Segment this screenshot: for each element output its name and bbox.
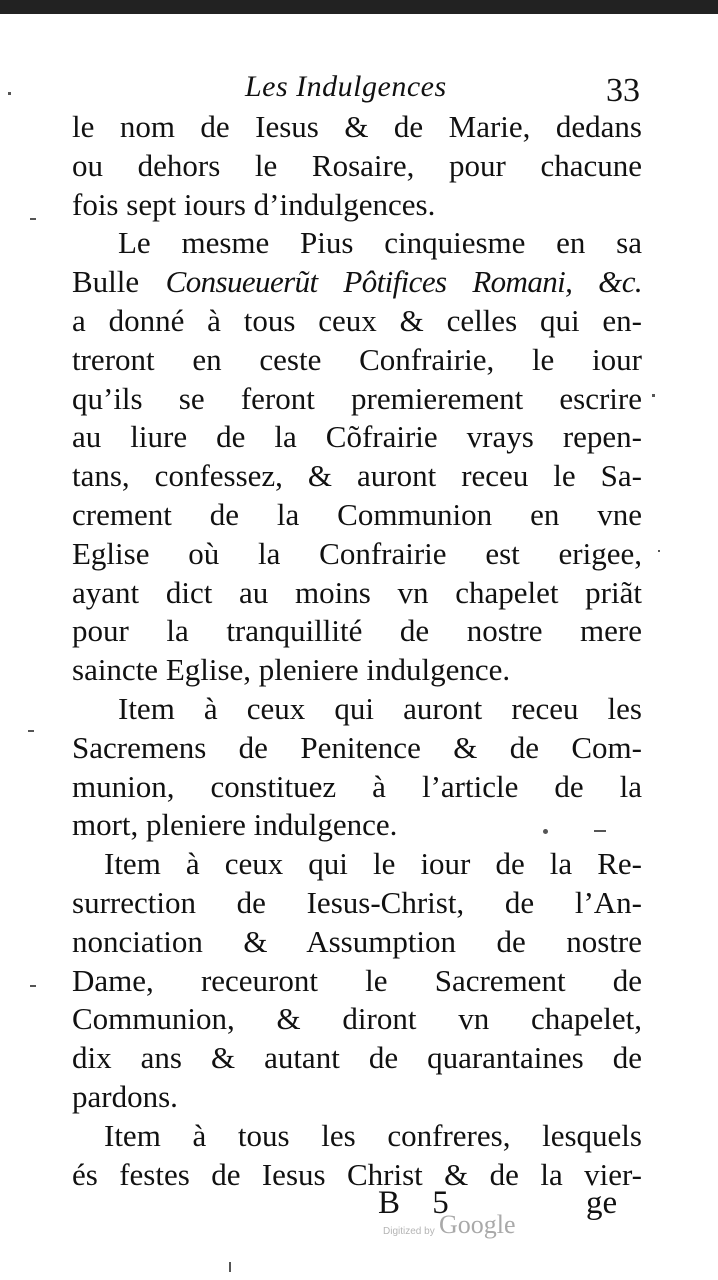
signature-mark: B 5 [378, 1185, 461, 1221]
body-text [72, 108, 642, 1194]
page-footer [0, 1185, 718, 1245]
ink-speck [658, 550, 660, 552]
text-line: crement de la Communion en vne [72, 496, 642, 532]
text-line: Eglise où la Confrairie est erigee, [72, 535, 642, 571]
text-line: tans, confessez, & auront receu le Sa- [72, 458, 642, 494]
paragraph-start-line: Item à ceux qui auront receu les [118, 690, 642, 726]
text-line: surrection de Iesus-Christ, de l’An- [72, 884, 642, 920]
ink-speck [652, 394, 655, 397]
text-line: qu’ils se feront premierement escrire [72, 380, 642, 416]
text-line: pour la tranquillité de nostre mere [72, 613, 642, 649]
text-line: a donné à tous ceux & celles qui en- [72, 302, 642, 338]
text-line: ayant dict au moins vn chapelet priãt [72, 574, 642, 610]
ink-speck [28, 730, 34, 732]
page-header [0, 70, 718, 110]
watermark-digitized-text: Digitized by [383, 1226, 435, 1237]
text-line: saincte Eglise, pleniere indulgence. [72, 652, 511, 688]
text-line: Sacremens de Penitence & de Com- [72, 729, 642, 765]
page-top-edge [0, 0, 718, 14]
text-line: le nom de Iesus & de Marie, dedans [72, 109, 642, 144]
text-line: treront en ceste Confrairie, le iour [72, 341, 642, 377]
page-number: 33 [606, 72, 640, 109]
paragraph-start-line: Item à ceux qui le iour de la Re- [104, 846, 642, 882]
text-line: fois sept iours d’indulgences. [72, 186, 436, 222]
running-head: Les Indulgences [245, 70, 447, 103]
text-line: ou dehors le Rosaire, pour chacune [72, 147, 642, 183]
ink-speck [543, 829, 548, 834]
text-span: Bulle [72, 264, 140, 300]
paragraph-start-line: Item à tous les confreres, lesquels [104, 1117, 642, 1153]
ink-speck [594, 830, 606, 832]
text-line: dix ans & autant de quarantaines de [72, 1040, 642, 1076]
catchword: ge [586, 1185, 618, 1221]
text-line: mort, pleniere indulgence. [72, 807, 398, 843]
ink-speck [229, 1262, 231, 1272]
ink-speck [8, 92, 11, 95]
text-line: és festes de Iesus Christ & de la vier- [72, 1156, 642, 1192]
ink-speck [30, 218, 36, 220]
text-line: au liure de la Cõfrairie vrays repen- [72, 419, 642, 455]
text-line: Communion, & diront vn chapelet, [72, 1001, 642, 1037]
text-line: munion, constituez à l’article de la [72, 768, 642, 804]
text-line: Dame, receuront le Sacrement de [72, 962, 642, 998]
ink-speck [30, 985, 36, 987]
text-line [72, 263, 642, 302]
google-logo: Google [439, 1210, 516, 1239]
text-line: pardons. [72, 1078, 178, 1114]
bull-title: Consueuerũt Pôtifices Romani, &c. [165, 264, 643, 300]
text-line: nonciation & Assumption de nostre [72, 923, 642, 959]
paragraph-start-line: Le mesme Pius cinquiesme en sa [118, 225, 642, 261]
